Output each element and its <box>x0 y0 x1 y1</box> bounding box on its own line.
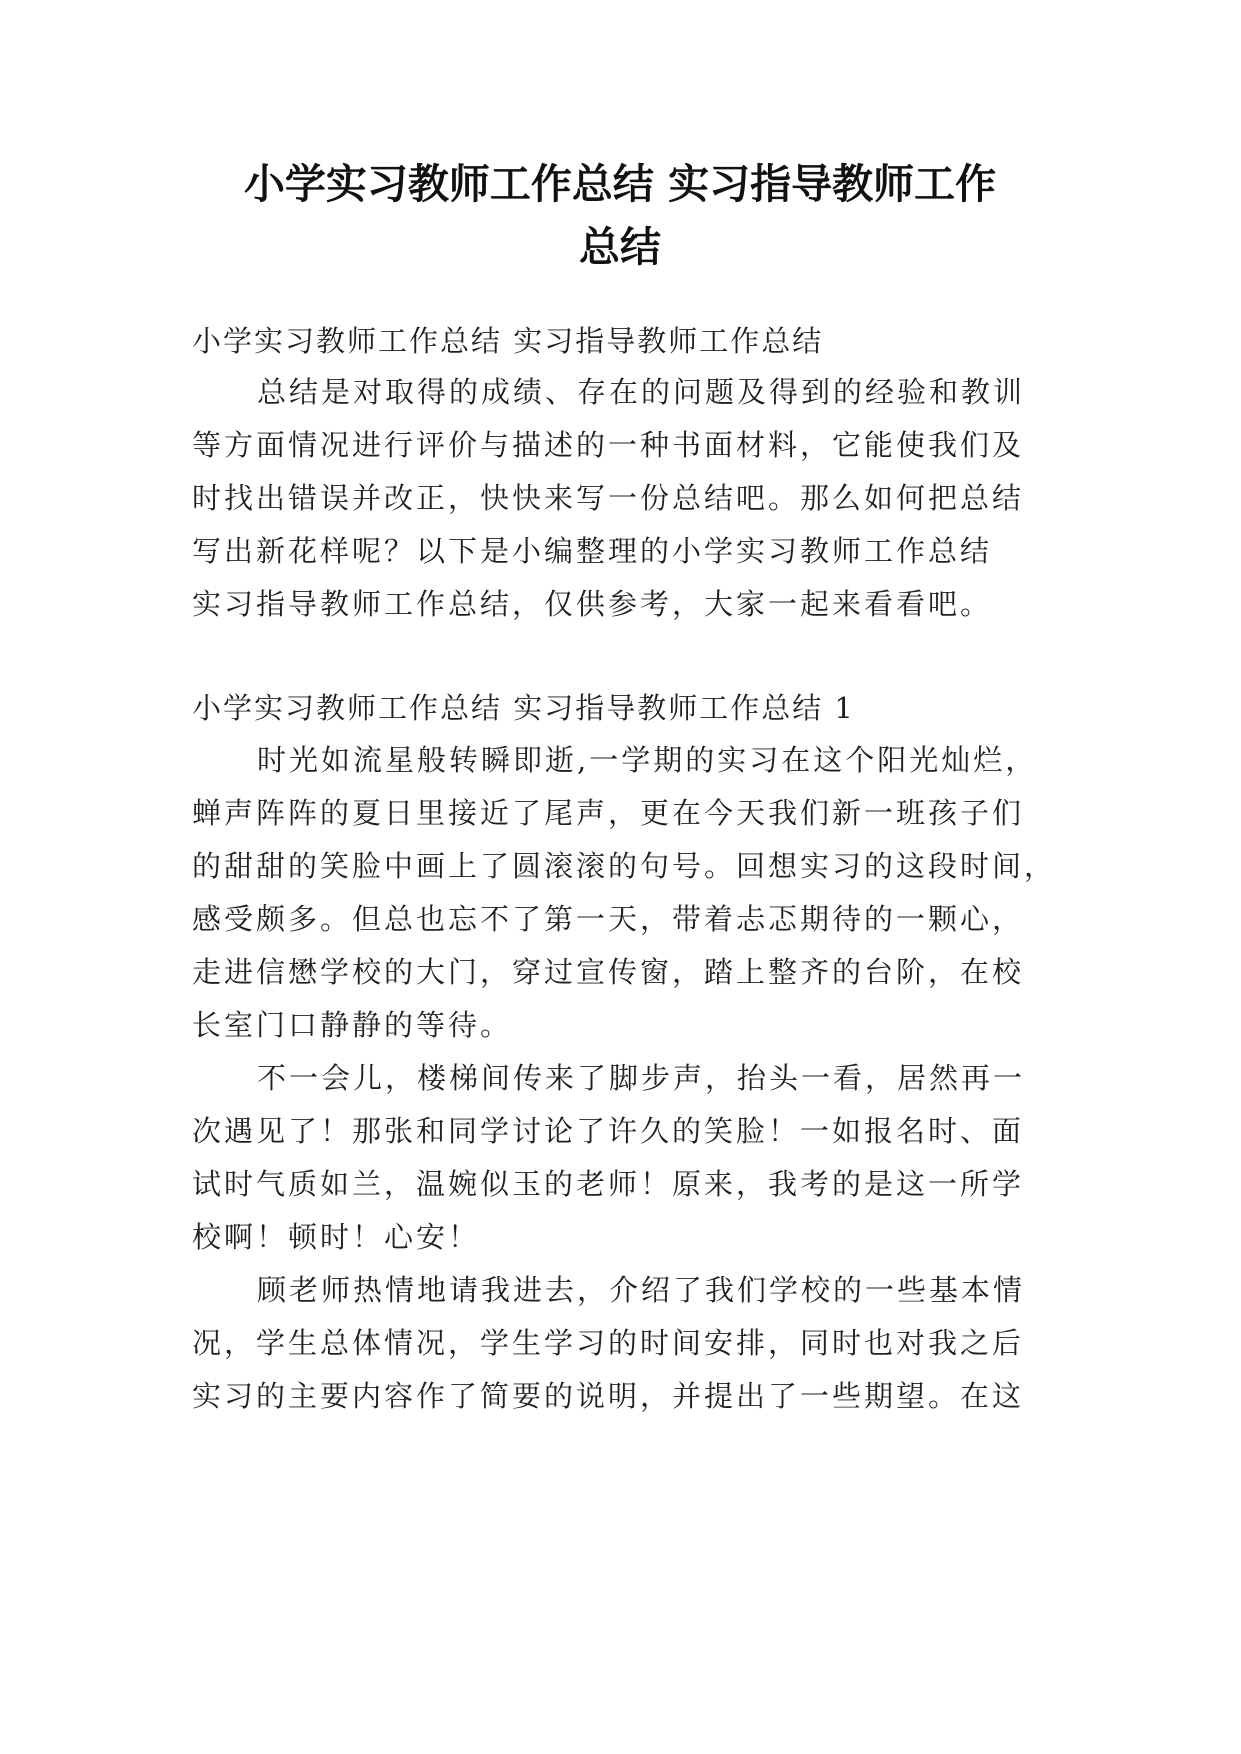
section-1-paragraph-2-line: 不一会儿，楼梯间传来了脚步声，抬头一看，居然再一 <box>257 1061 1026 1095</box>
intro-heading: 小学实习教师工作总结 实习指导教师工作总结 <box>192 324 824 358</box>
section-1-paragraph-1-line: 走进信懋学校的大门，穿过宣传窗，踏上整齐的台阶，在校 <box>192 955 1025 989</box>
intro-paragraph-line: 实习指导教师工作总结，仅供参考，大家一起来看看吧。 <box>192 587 993 621</box>
section-1-paragraph-1-line: 蝉声阵阵的夏日里接近了尾声，更在今天我们新一班孩子们 <box>192 796 1025 830</box>
section-1-paragraph-2-line: 次遇见了！那张和同学讨论了许久的笑脸！一如报名时、面 <box>192 1114 1025 1148</box>
section-1-paragraph-1-line: 时光如流星般转瞬即逝,一学期的实习在这个阳光灿烂， <box>257 743 1038 777</box>
intro-paragraph-line: 等方面情况进行评价与描述的一种书面材料，它能使我们及 <box>192 428 1025 462</box>
intro-paragraph-line: 写出新花样呢？以下是小编整理的小学实习教师工作总结 <box>192 534 993 568</box>
intro-paragraph-line: 时找出错误并改正，快快来写一份总结吧。那么如何把总结 <box>192 481 1025 515</box>
section-1-paragraph-1-line: 感受颇多。但总也忘不了第一天，带着忐忑期待的一颗心， <box>192 902 1025 936</box>
section-1-paragraph-3-line: 顾老师热情地请我进去，介绍了我们学校的一些基本情 <box>257 1273 1026 1307</box>
document-title-line-1: 小学实习教师工作总结 实习指导教师工作 <box>243 160 997 208</box>
section-1-paragraph-1-line: 长室门口静静的等待。 <box>192 1008 513 1042</box>
section-1-heading: 小学实习教师工作总结 实习指导教师工作总结 1 <box>192 691 855 725</box>
section-1-paragraph-1-line: 的甜甜的笑脸中画上了圆滚滚的句号。回想实习的这段时间， <box>192 849 1057 883</box>
section-1-paragraph-2-line: 校啊！顿时！心安！ <box>192 1220 481 1254</box>
section-1-paragraph-2-line: 试时气质如兰，温婉似玉的老师！原来，我考的是这一所学 <box>192 1167 1025 1201</box>
section-1-paragraph-3-line: 实习的主要内容作了简要的说明，并提出了一些期望。在这 <box>192 1379 1025 1413</box>
section-1-paragraph-3-line: 况，学生总体情况，学生学习的时间安排，同时也对我之后 <box>192 1326 1025 1360</box>
document-title-line-2: 总结 <box>579 223 661 271</box>
intro-paragraph-line: 总结是对取得的成绩、存在的问题及得到的经验和教训 <box>257 375 1026 409</box>
